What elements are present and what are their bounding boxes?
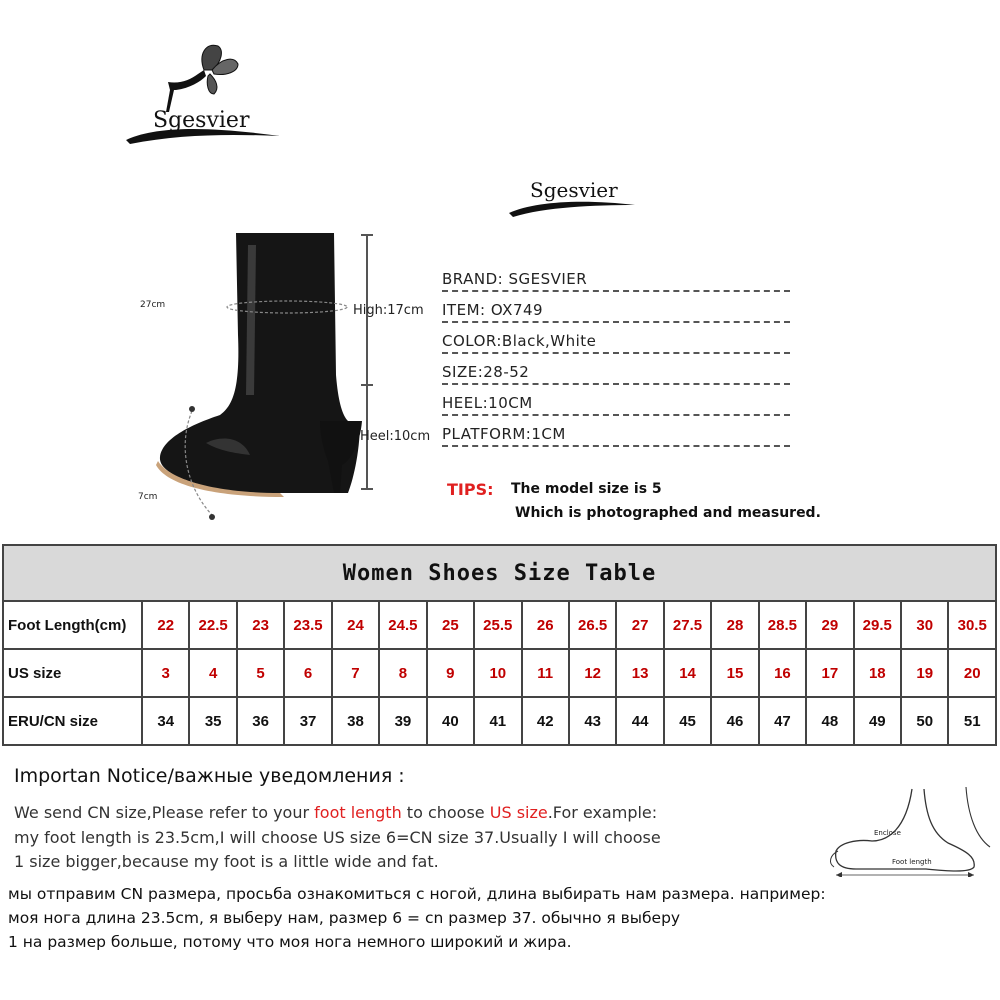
notice-text: .For example:: [547, 803, 658, 822]
size-cell: 4: [189, 649, 236, 697]
size-table: [2, 544, 997, 746]
shaft-circumference-label: 27cm: [140, 300, 166, 310]
size-cell: 42: [522, 697, 569, 745]
row-label: Foot Length(cm): [3, 601, 142, 649]
butterfly-heel-icon: [120, 40, 290, 160]
boot-image: [130, 225, 430, 525]
spec-platform: PLATFORM:1CM: [442, 425, 790, 447]
shaft-height-label: High:17cm: [353, 303, 424, 318]
size-cell: 22.5: [189, 601, 236, 649]
size-cell: 26: [522, 601, 569, 649]
size-cell: 50: [901, 697, 948, 745]
size-cell: 19: [901, 649, 948, 697]
notice-text: We send CN size,Please refer to your: [14, 803, 315, 822]
size-cell: 24: [332, 601, 379, 649]
size-cell: 26.5: [569, 601, 616, 649]
table-row: [3, 649, 996, 697]
size-cell: 20: [948, 649, 996, 697]
size-cell: 38: [332, 697, 379, 745]
table-row: [3, 697, 996, 745]
tips-line-1: The model size is 5: [511, 481, 662, 497]
size-cell: 39: [379, 697, 426, 745]
size-cell: 11: [522, 649, 569, 697]
size-cell: 30.5: [948, 601, 996, 649]
size-cell: 44: [616, 697, 663, 745]
tips-label: TIPS:: [447, 480, 494, 499]
size-cell: 8: [379, 649, 426, 697]
size-cell: 30: [901, 601, 948, 649]
notice-en-line-2: my foot length is 23.5cm,I will choose US size 6=CN size 37.Usually I will choose: [14, 828, 661, 847]
spec-color: COLOR:Black,White: [442, 332, 790, 354]
size-cell: 25.5: [474, 601, 521, 649]
size-cell: 27.5: [664, 601, 711, 649]
size-cell: 46: [711, 697, 758, 745]
size-cell: 41: [474, 697, 521, 745]
foot-length-label: Foot length: [892, 858, 932, 866]
size-cell: 5: [237, 649, 284, 697]
foot-diagram: [826, 785, 994, 877]
spec-brand: BRAND: SGESVIER: [442, 270, 790, 292]
foot-enclose-label: Enclose: [874, 829, 901, 837]
size-cell: 23: [237, 601, 284, 649]
size-cell: 10: [474, 649, 521, 697]
brand-logo-top: [120, 40, 290, 160]
size-cell: 16: [759, 649, 806, 697]
toe-width-label: 7cm: [138, 492, 158, 502]
size-table-title: Women Shoes Size Table: [3, 545, 996, 601]
size-cell: 27: [616, 601, 663, 649]
size-cell: 22: [142, 601, 189, 649]
spec-size: SIZE:28-52: [442, 363, 790, 385]
size-cell: 29.5: [854, 601, 901, 649]
size-cell: 36: [237, 697, 284, 745]
spec-heel: HEEL:10CM: [442, 394, 790, 416]
size-cell: 51: [948, 697, 996, 745]
size-cell: 23.5: [284, 601, 331, 649]
table-row: [3, 601, 996, 649]
heel-height-label: Heel:10cm: [360, 429, 431, 444]
brand-logo-text-mid: Sgesvier: [530, 178, 618, 202]
size-cell: 43: [569, 697, 616, 745]
size-cell: 14: [664, 649, 711, 697]
size-cell: 47: [759, 697, 806, 745]
size-cell: 9: [427, 649, 474, 697]
notice-text: to choose: [401, 803, 490, 822]
size-cell: 6: [284, 649, 331, 697]
size-cell: 13: [616, 649, 663, 697]
size-cell: 49: [854, 697, 901, 745]
row-label: US size: [3, 649, 142, 697]
notice-en-line-3: 1 size bigger,because my foot is a little wide and fat.: [14, 852, 439, 871]
size-cell: 40: [427, 697, 474, 745]
size-cell: 28.5: [759, 601, 806, 649]
size-cell: 34: [142, 697, 189, 745]
row-label: ERU/CN size: [3, 697, 142, 745]
size-cell: 15: [711, 649, 758, 697]
notice-highlight-us-size: US size: [489, 803, 548, 822]
size-cell: 48: [806, 697, 853, 745]
size-cell: 35: [189, 697, 236, 745]
size-cell: 24.5: [379, 601, 426, 649]
notice-ru-line-2: моя нога длина 23.5cm, я выберу нам, размер 6 = cn размер 37. обычно я выберу: [8, 909, 681, 927]
notice-ru-line-3: 1 на размер больше, потому что моя нога немного широкий и жира.: [8, 933, 572, 951]
size-cell: 29: [806, 601, 853, 649]
size-cell: 45: [664, 697, 711, 745]
brand-logo-text-top: Sgesvier: [153, 108, 250, 133]
size-cell: 7: [332, 649, 379, 697]
tips-line-2: Which is photographed and measured.: [515, 505, 821, 521]
size-cell: 3: [142, 649, 189, 697]
notice-ru-line-1: мы отправим CN размера, просьба ознакомиться с ногой, длина выбирать нам размера. например:: [8, 885, 826, 903]
size-cell: 17: [806, 649, 853, 697]
spec-item: ITEM: OX749: [442, 301, 790, 323]
size-cell: 28: [711, 601, 758, 649]
notice-highlight-foot-length: foot length: [314, 803, 402, 822]
notice-title: Importan Notice/важные уведомления :: [14, 765, 405, 787]
size-cell: 12: [569, 649, 616, 697]
brand-logo-swoosh-mid: [505, 195, 640, 220]
size-cell: 18: [854, 649, 901, 697]
notice-en-line-1: [14, 803, 657, 822]
size-cell: 25: [427, 601, 474, 649]
size-cell: 37: [284, 697, 331, 745]
